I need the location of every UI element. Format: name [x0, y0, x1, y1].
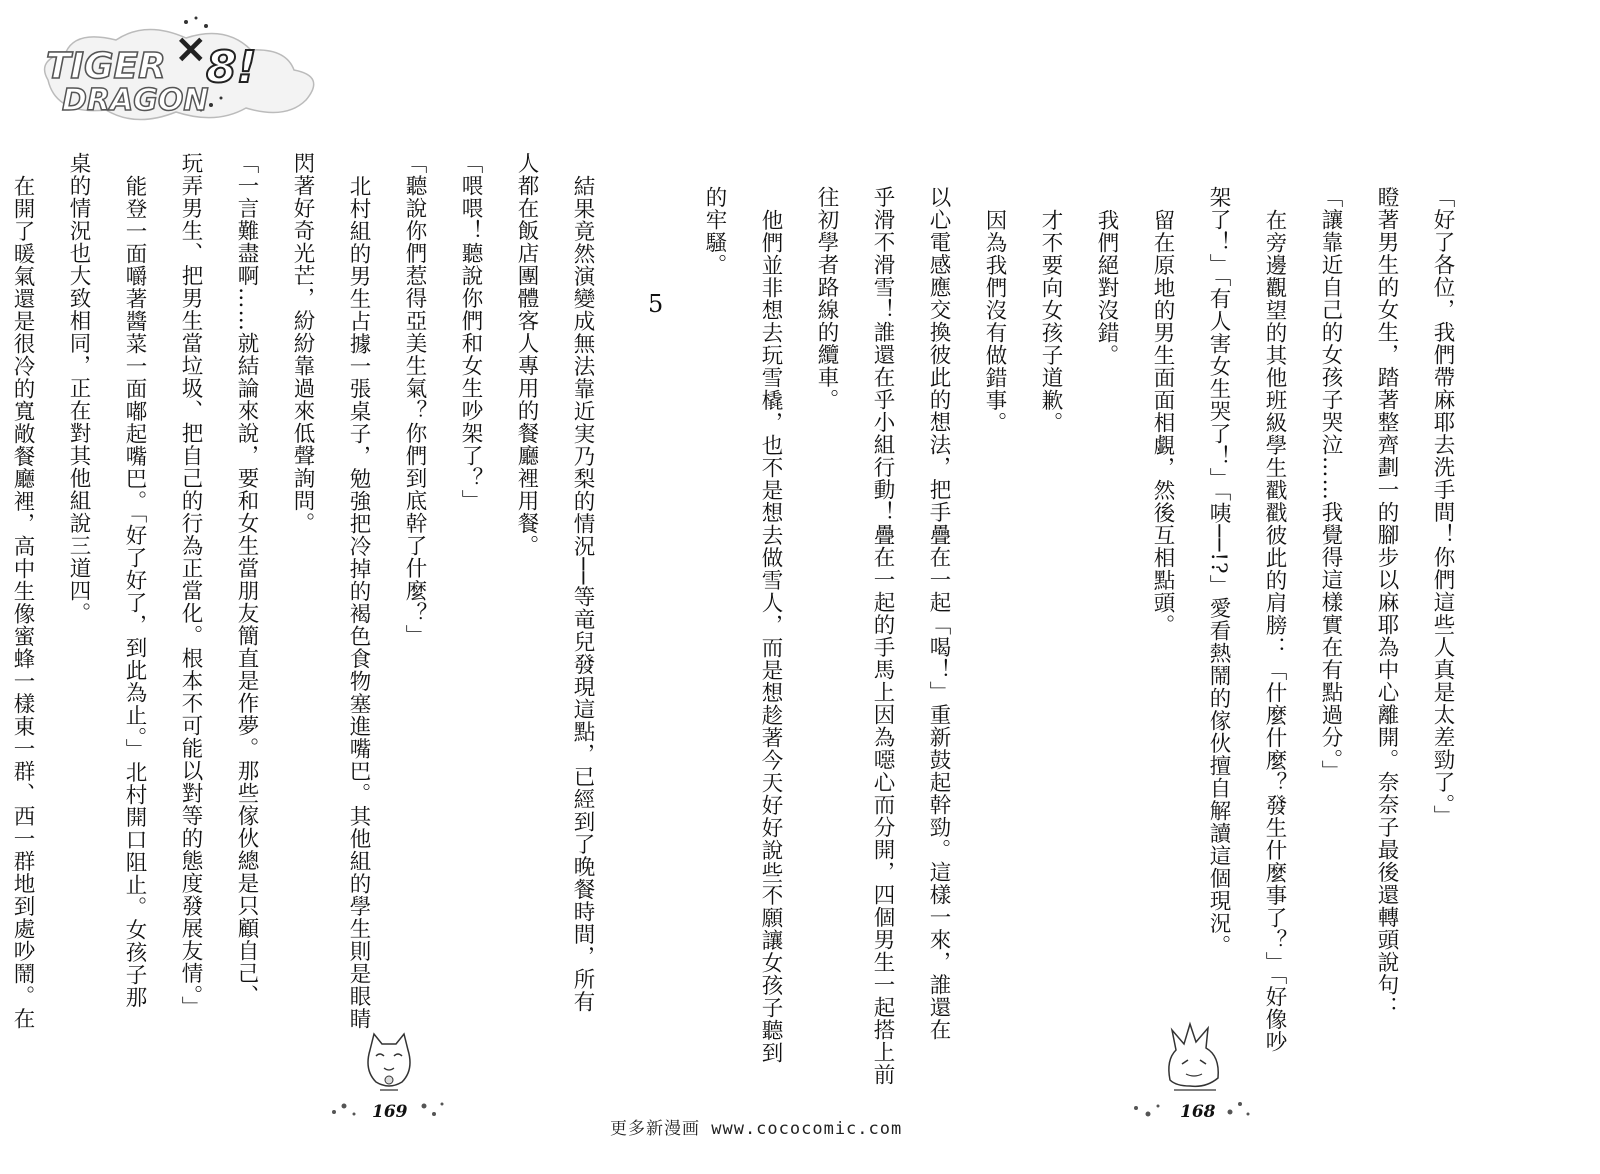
text-column: 乎滑不滑雪！誰還在乎小組行動！疊在一起的手馬上因為噁心而分開，四個男生一起搭上前	[870, 186, 895, 1086]
text-column: 他們並非想去玩雪橇，也不是想去做雪人，而是想趁著今天好好說些不願讓女孩子聽到	[758, 208, 783, 1064]
left-page-body	[10, 152, 610, 1052]
text-column: 在開了暖氣還是很冷的寬敞餐廳裡，高中生像蜜蜂一樣東一群、西一群地到處吵鬧。在	[10, 174, 35, 1030]
text-column: 因為我們沒有做錯事。	[982, 208, 1007, 434]
text-column: 「喂喂！聽說你們和女生吵架了？」	[458, 152, 483, 512]
text-column: 北村組的男生占據一張桌子，勉強把冷掉的褐色食物塞進嘴巴。其他組的學生則是眼睛	[346, 174, 371, 1030]
text-column: 「好了各位，我們帶麻耶去洗手間！你們這些人真是太差勁了。」	[1430, 186, 1455, 828]
page-number-right: 168	[1180, 1102, 1216, 1122]
text-column: 我們絕對沒錯。	[1094, 208, 1119, 367]
logo-number: 8!	[206, 42, 257, 93]
cat-mascot-icon	[362, 1030, 416, 1096]
text-column: 能登一面嚼著醬菜一面嘟起嘴巴。「好了好了，到此為止。」北村開口阻止。女孩子那	[122, 174, 147, 1009]
text-column: 「讓靠近自己的女孩子哭泣……我覺得這樣實在有點過分。」	[1318, 186, 1343, 783]
text-column: 架了！」「有人害女生哭了！」「咦──!?」愛看熱鬧的傢伙擅自解讀這個現況。	[1206, 186, 1231, 958]
text-column: 在旁邊觀望的其他班級學生戳戳彼此的肩膀：「什麼什麼？發生什麼事了？」「好像吵	[1262, 208, 1287, 1053]
text-column: 才不要向女孩子道歉。	[1038, 208, 1063, 434]
logo-word-dragon: DRAGON	[62, 83, 209, 118]
text-column: 人都在飯店團體客人專用的餐廳裡用餐。	[514, 152, 539, 557]
text-column: 以心電感應交換彼此的想法，把手疊在一起「喝！」重新鼓起幹勁。這樣一來，誰還在	[926, 186, 951, 1041]
text-column: 桌的情況也大致相同，正在對其他組說三道四。	[66, 152, 91, 625]
text-column: 往初學者路線的纜車。	[814, 186, 839, 411]
text-column: 玩弄男生、把男生當垃圾、把自己的行為正當化。根本不可能以對等的態度發展友情。」	[178, 152, 203, 1019]
text-column: 「聽說你們惹得亞美生氣？你們到底幹了什麼？」	[402, 152, 427, 647]
logo-graphic	[36, 10, 336, 130]
text-column: 瞪著男生的女生，踏著整齊劃一的腳步以麻耶為中心離開。奈奈子最後還轉頭說句：	[1374, 186, 1399, 1019]
text-column: 結果竟然演變成無法靠近実乃梨的情況──等竜兒發現這點，已經到了晚餐時間，所有	[570, 174, 595, 1013]
logo-cross: ×	[174, 26, 208, 72]
page-number-left: 169	[372, 1102, 408, 1122]
footer-watermark-text: 更多新漫画 www.cococomic.com	[610, 1119, 903, 1139]
chapter-number: 5	[648, 290, 664, 318]
dragon-mascot-icon	[1160, 1020, 1230, 1096]
right-page-body	[702, 186, 1470, 1086]
series-logo	[36, 10, 336, 130]
text-column: 「一言難盡啊……就結論來說，要和女生當朋友簡直是作夢。那些傢伙總是只顧自己、	[234, 152, 259, 1007]
text-column: 閃著好奇光芒，紛紛靠過來低聲詢問。	[290, 152, 315, 535]
logo-word-tiger: TIGER	[46, 46, 166, 87]
text-column: 留在原地的男生面面相覷，然後互相點頭。	[1150, 208, 1175, 637]
text-column: 的牢騷。	[702, 186, 727, 276]
